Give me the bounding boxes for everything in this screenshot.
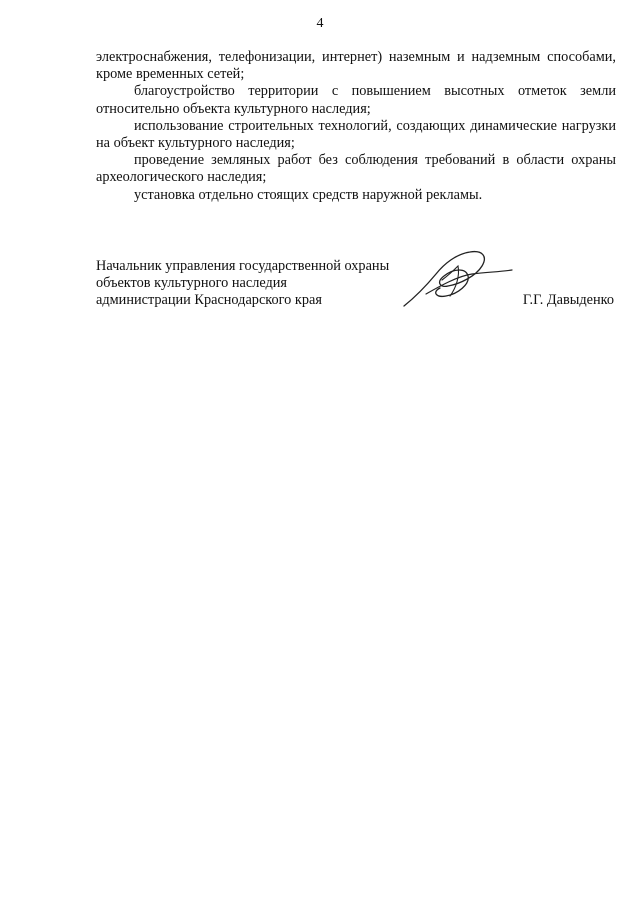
handwritten-signature — [396, 246, 516, 316]
signatory-title-line-2: объектов культурного наследия — [96, 275, 287, 292]
paragraph-advertising: установка отдельно стоящих средств наружной рекламы. — [134, 186, 483, 203]
page-number: 4 — [316, 16, 324, 31]
signatory-title-line-3: администрации Краснодарского края — [96, 292, 322, 309]
paragraph-landscaping: благоустройство территории с повышением высотных отметок земли относительно объекта культурного наследия; — [96, 83, 616, 117]
signatory-name: Г.Г. Давыденко — [522, 292, 614, 308]
signature-block — [96, 258, 616, 318]
document-body — [96, 49, 616, 204]
paragraph-continuation: электроснабжения, телефонизации, интернет) наземным и надземным способами, кроме временных сетей; — [96, 49, 616, 83]
signatory-title-line-1: Начальник управления государственной охраны — [96, 258, 390, 274]
paragraph-construction-technologies: использование строительных технологий, создающих динамические нагрузки на объект культурного наследия; — [96, 117, 616, 152]
paragraph-earthworks: проведение земляных работ без соблюдения требований в области охраны археологического наследия; — [96, 152, 616, 186]
